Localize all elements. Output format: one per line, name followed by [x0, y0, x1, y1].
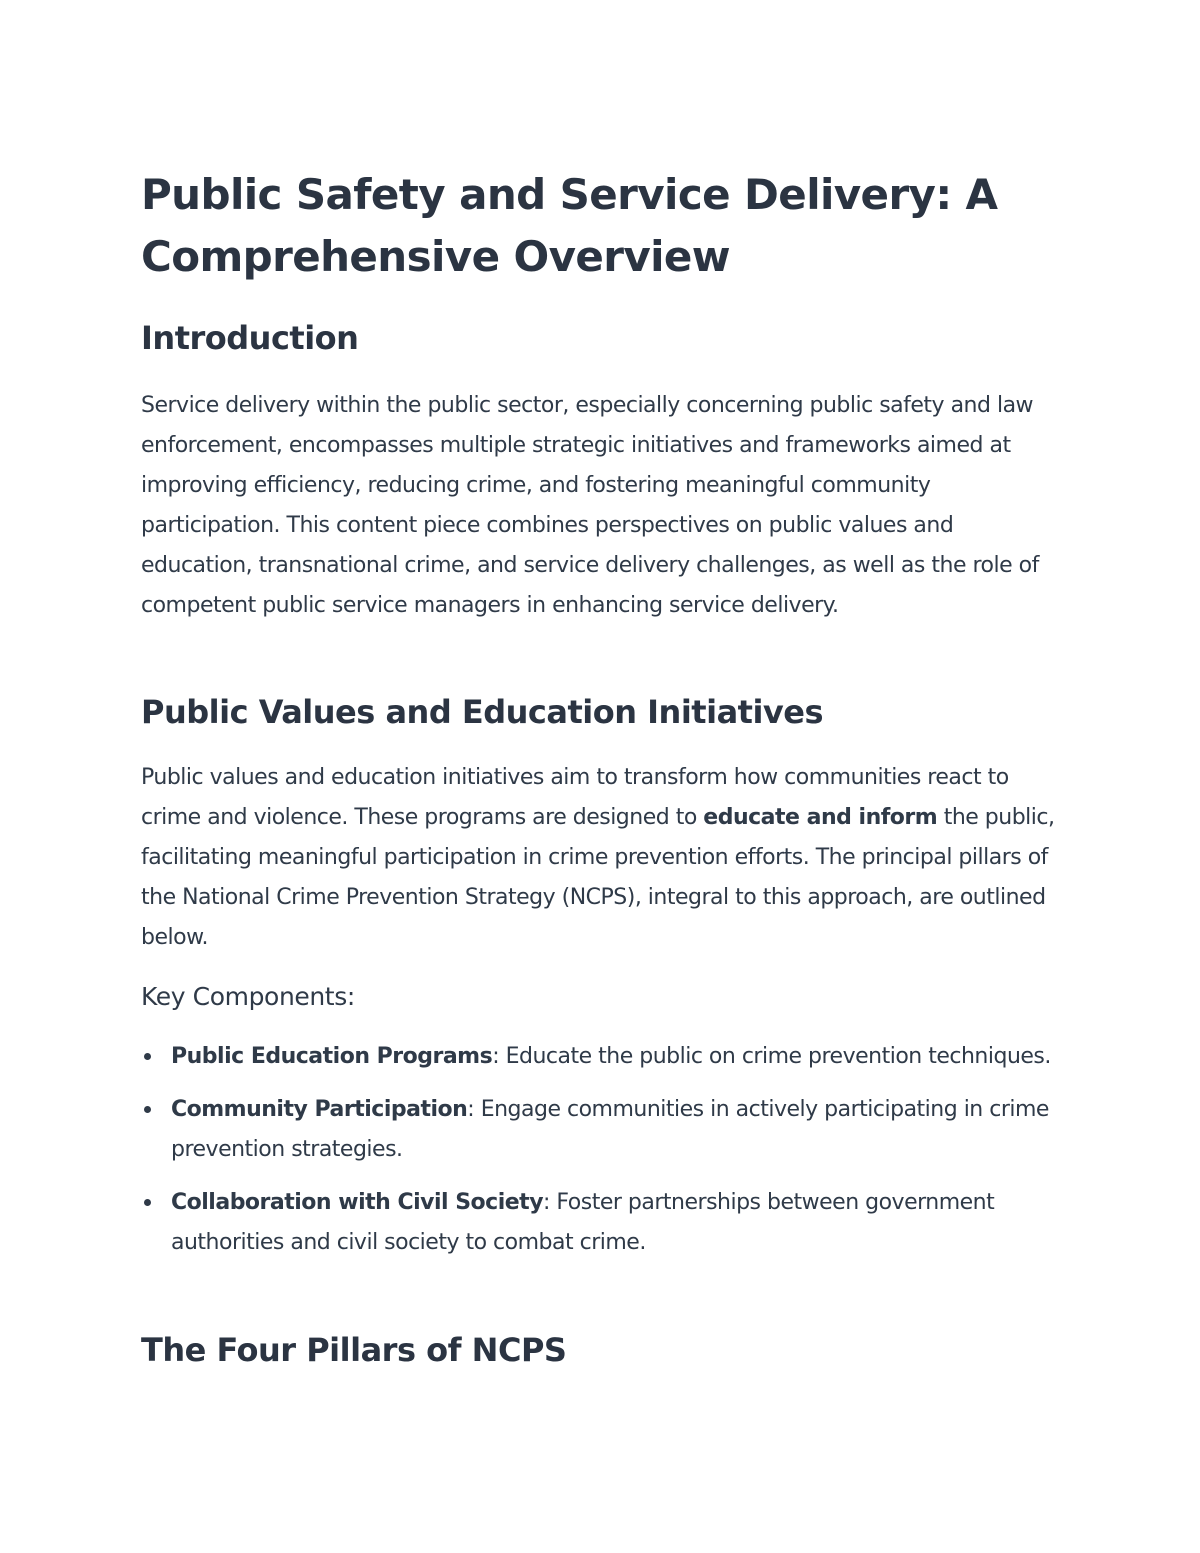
bullet-icon: [144, 1053, 151, 1060]
document-title: Public Safety and Service Delivery: A Comprehensive Overview: [141, 170, 998, 281]
component-description: : Engage communities in actively participating in crime prevention strategies.: [171, 1097, 1049, 1162]
four-pillars-heading: The Four Pillars of NCPS: [141, 1331, 567, 1369]
component-term: Community Participation: [171, 1097, 468, 1122]
list-item: [141, 1037, 1066, 1077]
component-description: : Educate the public on crime prevention techniques.: [492, 1044, 1051, 1069]
bullet-icon: [144, 1199, 151, 1206]
list-item: [141, 1090, 1066, 1170]
key-components-list: [141, 1037, 1066, 1276]
public-values-heading: Public Values and Education Initiatives: [141, 693, 824, 731]
introduction-paragraph: Service delivery within the public sector, especially concerning public safety and law enforcement, encompasses multiple strategic initiatives and frameworks aimed at improving efficiency, reducing crime, and fostering meaningful community participation. This content piece combines perspectives on public values and education, transnational crime, and service delivery challenges, as well as the role of competent public service managers in enhancing service delivery.: [141, 393, 1039, 618]
introduction-heading: Introduction: [141, 319, 359, 357]
component-term: Collaboration with Civil Society: [171, 1190, 544, 1215]
public-values-paragraph: [141, 758, 1066, 958]
key-components-heading: Key Components:: [141, 982, 355, 1011]
public-values-text-start: Public values and education initiatives aim to transform how communities react to crime and violence. These programs are designed to: [141, 765, 1009, 830]
component-description: : Foster partnerships between government authorities and civil society to combat crime.: [171, 1190, 995, 1255]
list-item: [141, 1183, 1066, 1263]
public-values-text-end: the public, facilitating meaningful participation in crime prevention efforts. The principal pillars of the National Crime Prevention Strategy (NCPS), integral to this approach, are outlined below.: [141, 805, 1055, 950]
bullet-icon: [144, 1106, 151, 1113]
public-values-emphasis: educate and inform: [703, 805, 938, 830]
component-term: Public Education Programs: [171, 1044, 493, 1069]
